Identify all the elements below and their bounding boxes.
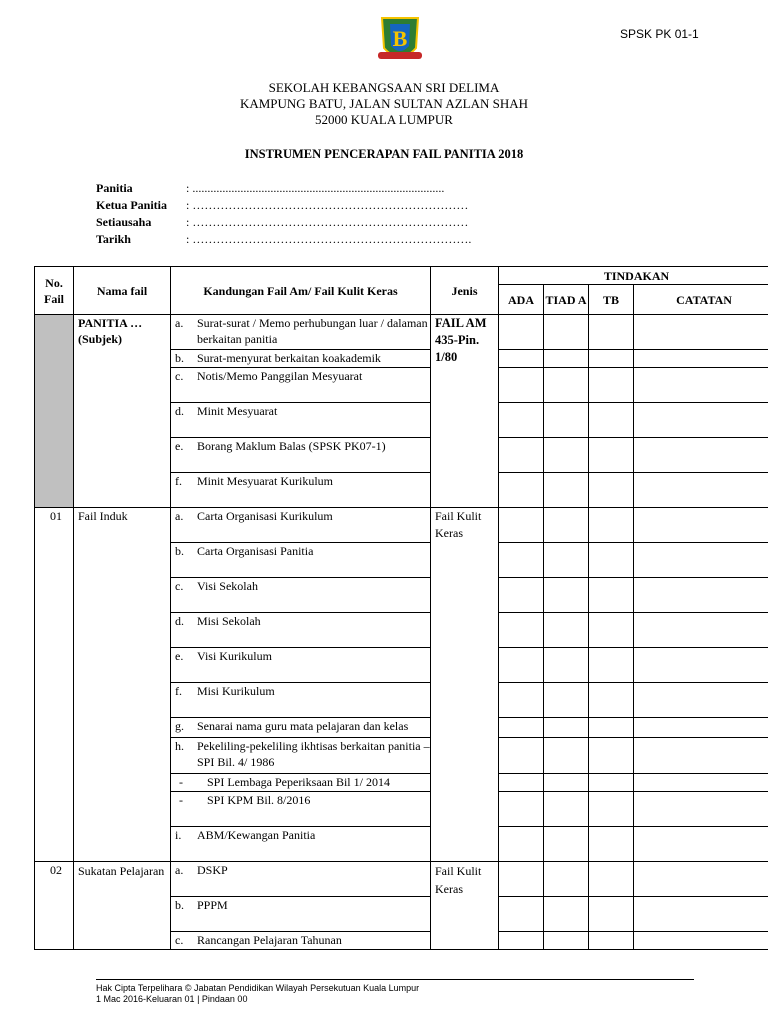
info-tarikh (96, 231, 471, 248)
section-jenis: Fail Kulit Keras (431, 862, 499, 950)
catatan-cell[interactable] (634, 718, 768, 738)
item-key: c. (175, 933, 184, 947)
section-jenis: Fail Kulit Keras (431, 508, 499, 862)
check-tiada[interactable] (544, 543, 589, 578)
section-jenis: FAIL AM 435-Pin. 1/80 (431, 315, 499, 508)
item-text: Surat-surat / Memo perhubungan luar / dalaman berkaitan panitia (197, 316, 428, 346)
list-item (171, 578, 431, 613)
item-key: f. (175, 684, 182, 698)
catatan-cell[interactable] (634, 648, 768, 683)
check-tiada[interactable] (544, 350, 589, 368)
catatan-cell[interactable] (634, 827, 768, 862)
check-tb[interactable] (589, 897, 634, 932)
header-kandungan: Kandungan Fail Am/ Fail Kulit Keras (171, 267, 431, 315)
check-ada[interactable] (499, 738, 544, 774)
item-text: Minit Mesyuarat Kurikulum (197, 474, 333, 488)
item-text: Visi Sekolah (197, 579, 258, 593)
check-tb[interactable] (589, 718, 634, 738)
check-ada[interactable] (499, 508, 544, 543)
check-tb[interactable] (589, 368, 634, 403)
item-key: c. (175, 369, 184, 383)
check-ada[interactable] (499, 438, 544, 473)
file-inspection-table (34, 266, 768, 950)
list-item (171, 774, 431, 792)
item-key: a. (175, 509, 184, 523)
school-crest-logo (376, 14, 424, 68)
check-tiada[interactable] (544, 473, 589, 508)
list-item (171, 613, 431, 648)
check-ada[interactable] (499, 315, 544, 350)
list-item (171, 368, 431, 403)
item-text: DSKP (197, 863, 228, 877)
catatan-cell[interactable] (634, 403, 768, 438)
list-item (171, 932, 431, 950)
item-key: c. (175, 579, 184, 593)
school-address-line1: KAMPUNG BATU, JALAN SULTAN AZLAN SHAH (239, 96, 529, 111)
item-key: i. (175, 828, 182, 842)
item-key: f. (175, 474, 182, 488)
header-jenis: Jenis (431, 267, 499, 315)
header-tb: TB (589, 285, 634, 315)
item-text: Visi Kurikulum (197, 649, 272, 663)
footer-copyright: Hak Cipta Terpelihara © Jabatan Pendidikan Wilayah Persekutuan Kuala Lumpur (96, 983, 420, 993)
check-ada[interactable] (499, 932, 544, 950)
info-label: Ketua Panitia (96, 198, 167, 212)
info-value: : …………………………………………………………… (186, 198, 469, 212)
info-value: : ……………………………………………………………. (186, 232, 472, 246)
footer-divider (96, 979, 694, 980)
item-key: - (179, 775, 183, 789)
check-ada[interactable] (499, 350, 544, 368)
check-ada[interactable] (499, 862, 544, 897)
item-key: b. (175, 351, 184, 365)
info-label: Panitia (96, 181, 133, 195)
item-key: d. (175, 404, 184, 418)
svg-text:B: B (392, 26, 408, 51)
item-text: ABM/Kewangan Panitia (197, 828, 316, 842)
check-tiada[interactable] (544, 315, 589, 350)
check-ada[interactable] (499, 368, 544, 403)
check-tb[interactable] (589, 738, 634, 774)
info-ketua-panitia (96, 197, 468, 214)
check-ada[interactable] (499, 578, 544, 613)
header-nama-fail: Nama fail (74, 267, 171, 315)
info-panitia (96, 180, 444, 197)
check-tiada[interactable] (544, 897, 589, 932)
list-item (171, 718, 431, 738)
check-ada[interactable] (499, 473, 544, 508)
check-tiada[interactable] (544, 774, 589, 792)
section-no-cell: 01 (35, 508, 74, 862)
list-item (171, 827, 431, 862)
info-value: : …………………………………………………………… (186, 215, 469, 229)
check-tb[interactable] (589, 315, 634, 350)
item-key: - (179, 793, 183, 807)
catatan-cell[interactable] (634, 438, 768, 473)
section-name-cell (74, 862, 171, 950)
catatan-cell[interactable] (634, 368, 768, 403)
check-tb[interactable] (589, 683, 634, 718)
check-ada[interactable] (499, 648, 544, 683)
section-name-cell (74, 508, 171, 862)
check-tb[interactable] (589, 473, 634, 508)
document-title: INSTRUMEN PENCERAPAN FAIL PANITIA 2018 (244, 147, 524, 161)
school-address-line2: 52000 KUALA LUMPUR (315, 112, 453, 127)
check-tiada[interactable] (544, 508, 589, 543)
check-ada[interactable] (499, 792, 544, 827)
item-text: Senarai nama guru mata pelajaran dan kelas (197, 719, 409, 733)
list-item (171, 683, 431, 718)
check-tb[interactable] (589, 578, 634, 613)
header-no-fail: No. Fail (35, 267, 74, 315)
item-text: PPPM (197, 898, 228, 912)
header-tiada: TIAD A (544, 285, 589, 315)
check-tb[interactable] (589, 648, 634, 683)
item-text: SPI Lembaga Peperiksaan Bil 1/ 2014 (207, 775, 390, 789)
section-name: PANITIA … (78, 316, 143, 330)
section-no-cell (35, 315, 74, 508)
item-key: g. (175, 719, 184, 733)
info-value: : .................................................................................... (186, 181, 445, 195)
check-tb[interactable] (589, 613, 634, 648)
check-tiada[interactable] (544, 368, 589, 403)
check-ada[interactable] (499, 897, 544, 932)
list-item (171, 862, 431, 897)
check-tiada[interactable] (544, 613, 589, 648)
check-tb[interactable] (589, 508, 634, 543)
catatan-cell[interactable] (634, 508, 768, 543)
header-ada: ADA (499, 285, 544, 315)
item-key: h. (175, 739, 184, 753)
item-text: Carta Organisasi Kurikulum (197, 509, 333, 523)
catatan-cell[interactable] (634, 683, 768, 718)
item-key: b. (175, 898, 184, 912)
check-tb[interactable] (589, 827, 634, 862)
check-tiada[interactable] (544, 683, 589, 718)
item-text: Carta Organisasi Panitia (197, 544, 314, 558)
check-tb[interactable] (589, 792, 634, 827)
catatan-cell[interactable] (634, 578, 768, 613)
catatan-cell[interactable] (634, 792, 768, 827)
item-key: e. (175, 439, 184, 453)
check-tb[interactable] (589, 403, 634, 438)
list-item (171, 738, 431, 774)
header-tindakan: TINDAKAN (499, 267, 768, 285)
document-code: SPSK PK 01-1 (620, 27, 699, 41)
header-catatan: CATATAN (634, 285, 768, 315)
check-tb[interactable] (589, 862, 634, 897)
check-tiada[interactable] (544, 648, 589, 683)
check-ada[interactable] (499, 613, 544, 648)
check-tb[interactable] (589, 543, 634, 578)
list-item (171, 438, 431, 473)
item-text: Misi Kurikulum (197, 684, 275, 698)
list-item (171, 473, 431, 508)
footer-release: 1 Mac 2016-Keluaran 01 | Pindaan 00 (96, 994, 248, 1004)
list-item (171, 350, 431, 368)
catatan-cell[interactable] (634, 932, 768, 950)
list-item (171, 648, 431, 683)
list-item (171, 508, 431, 543)
check-tiada[interactable] (544, 862, 589, 897)
item-text: Borang Maklum Balas (SPSK PK07-1) (197, 439, 386, 453)
catatan-cell[interactable] (634, 613, 768, 648)
item-key: b. (175, 544, 184, 558)
check-tb[interactable] (589, 438, 634, 473)
catatan-cell[interactable] (634, 774, 768, 792)
check-tiada[interactable] (544, 403, 589, 438)
school-name: SEKOLAH KEBANGSAAN SRI DELIMA (268, 80, 500, 95)
info-label: Tarikh (96, 232, 131, 246)
check-tb[interactable] (589, 350, 634, 368)
check-tiada[interactable] (544, 438, 589, 473)
check-tiada[interactable] (544, 932, 589, 950)
item-text: Surat-menyurat berkaitan koakademik (197, 351, 381, 365)
catatan-cell[interactable] (634, 473, 768, 508)
check-tiada[interactable] (544, 578, 589, 613)
catatan-cell[interactable] (634, 315, 768, 350)
item-text: Notis/Memo Panggilan Mesyuarat (197, 369, 363, 383)
info-setiausaha (96, 214, 468, 231)
check-ada[interactable] (499, 683, 544, 718)
check-tiada[interactable] (544, 738, 589, 774)
check-tiada[interactable] (544, 718, 589, 738)
list-item (171, 315, 431, 350)
section-no-cell: 02 (35, 862, 74, 950)
list-item (171, 792, 431, 827)
catatan-cell[interactable] (634, 543, 768, 578)
item-text: Misi Sekolah (197, 614, 261, 628)
catatan-cell[interactable] (634, 350, 768, 368)
item-key: e. (175, 649, 184, 663)
section-name-cell (74, 315, 171, 508)
item-key: d. (175, 614, 184, 628)
check-ada[interactable] (499, 718, 544, 738)
check-ada[interactable] (499, 827, 544, 862)
check-tb[interactable] (589, 932, 634, 950)
item-text: Minit Mesyuarat (197, 404, 278, 418)
item-key: a. (175, 316, 184, 330)
catatan-cell[interactable] (634, 738, 768, 774)
list-item (171, 543, 431, 578)
list-item (171, 897, 431, 932)
check-tiada[interactable] (544, 792, 589, 827)
section-name: Sukatan Pelajaran (78, 864, 165, 878)
item-text: Rancangan Pelajaran Tahunan (197, 933, 342, 947)
check-tb[interactable] (589, 774, 634, 792)
check-ada[interactable] (499, 774, 544, 792)
item-key: a. (175, 863, 184, 877)
check-ada[interactable] (499, 543, 544, 578)
check-ada[interactable] (499, 403, 544, 438)
item-text: SPI KPM Bil. 8/2016 (207, 793, 311, 807)
section-subject: (Subjek) (78, 332, 123, 346)
list-item (171, 403, 431, 438)
catatan-cell[interactable] (634, 862, 768, 897)
info-label: Setiausaha (96, 215, 152, 229)
item-text: Pekeliling-pekeliling ikhtisas berkaitan panitia – SPI Bil. 4/ 1986 (197, 739, 430, 769)
section-name: Fail Induk (78, 509, 128, 523)
catatan-cell[interactable] (634, 897, 768, 932)
check-tiada[interactable] (544, 827, 589, 862)
